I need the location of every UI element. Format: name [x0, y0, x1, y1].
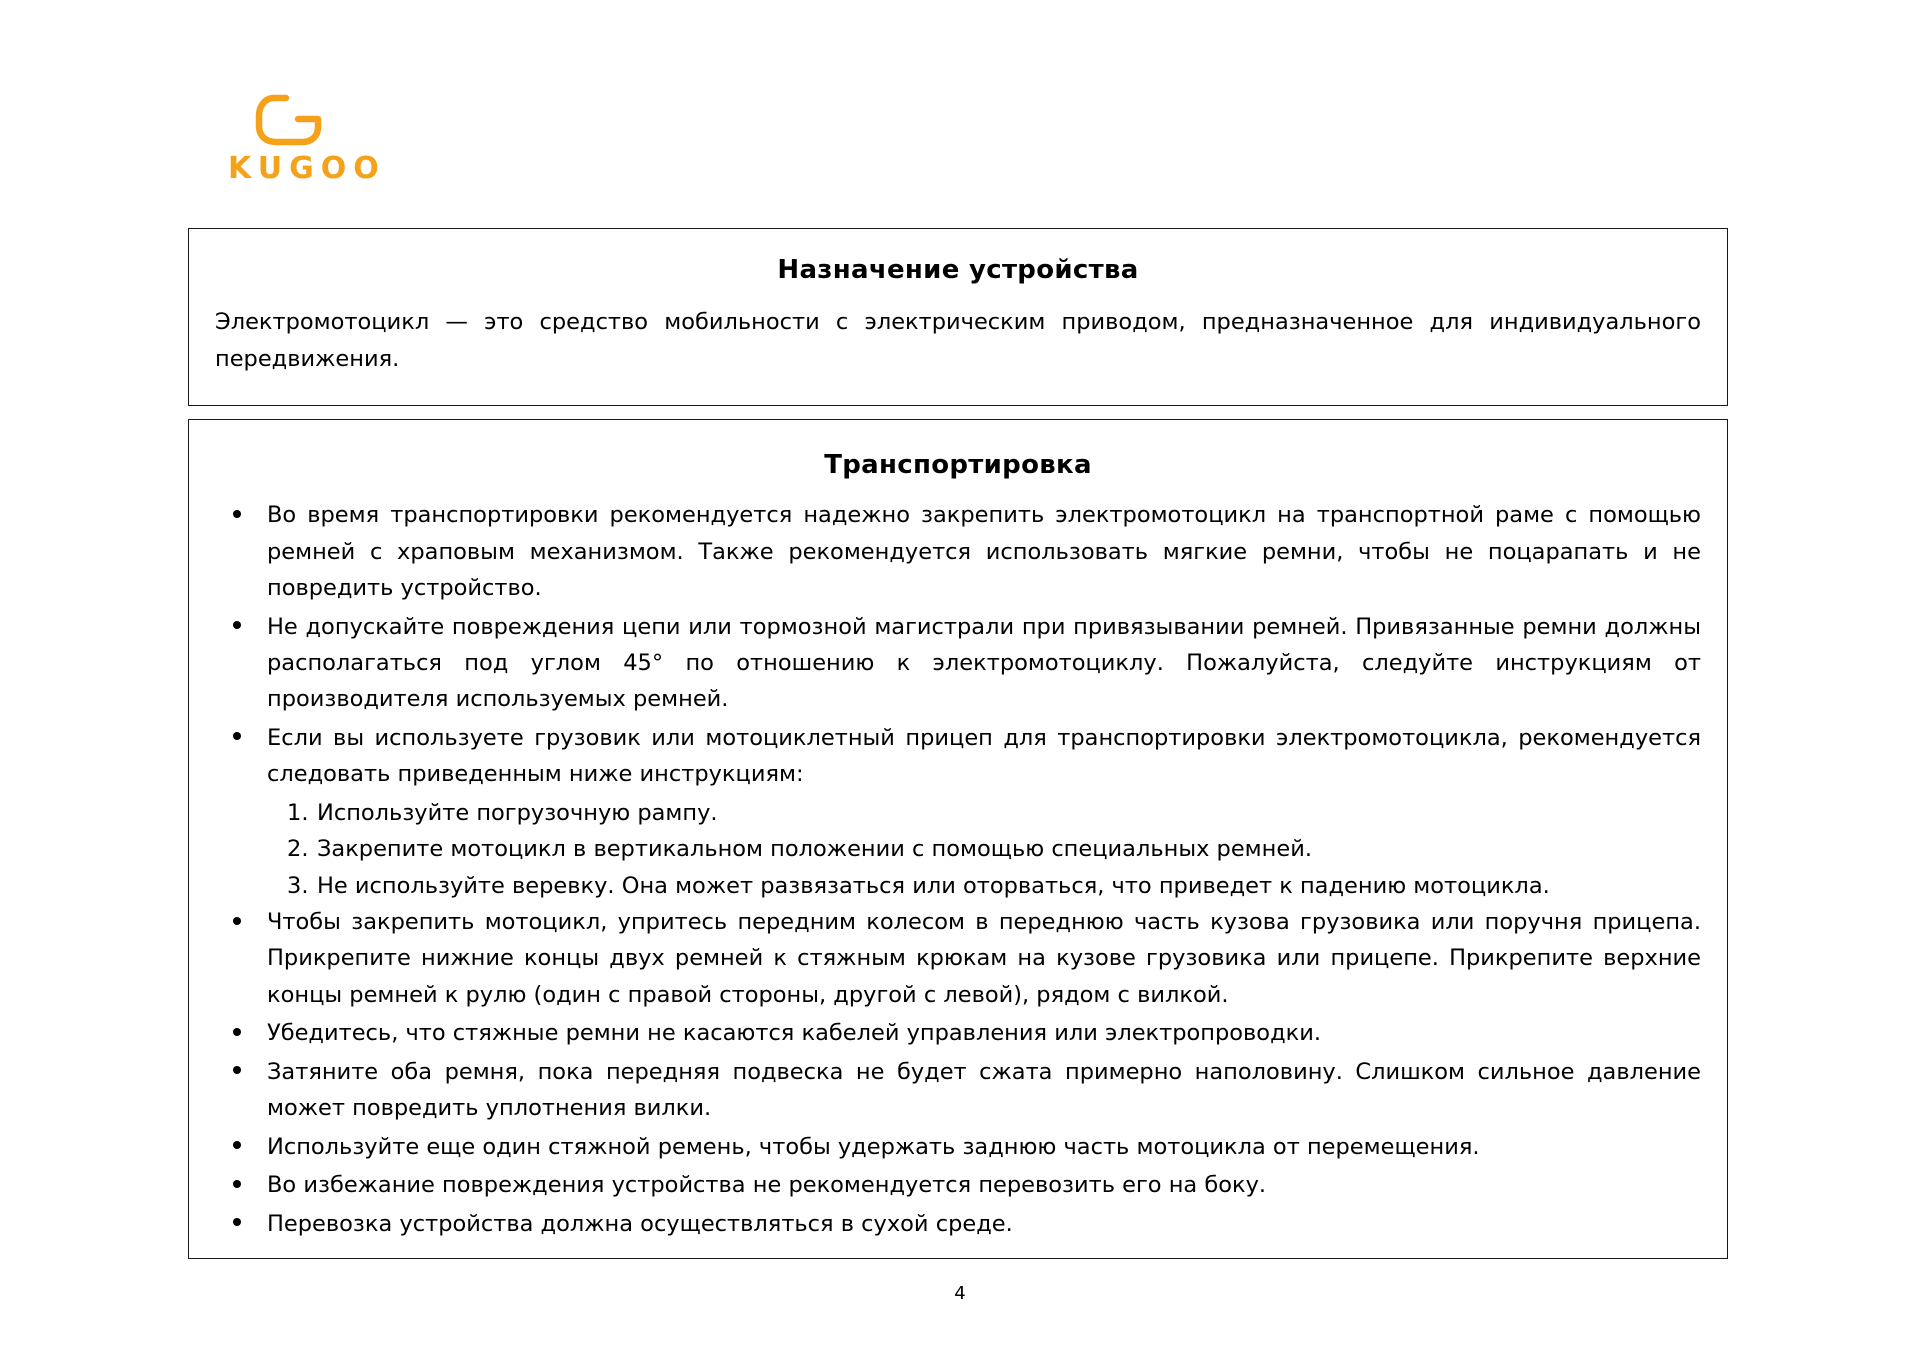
list-item: [215, 497, 1701, 606]
kugoo-wordmark: KUGOO: [228, 151, 386, 186]
list-item: [215, 1054, 1701, 1127]
list-item: [215, 1167, 1701, 1203]
page-number: 4: [954, 1283, 966, 1304]
list-item-text: Затяните оба ремня, пока передняя подвеска не будет сжата примерно наполовину. Слишком сильное давление может повредить уплотнения вилки.: [267, 1058, 1701, 1122]
list-item-text: Используйте еще один стяжной ремень, чтобы удержать заднюю часть мотоцикла от перемещения.: [267, 1133, 1480, 1160]
section-transportation: [188, 419, 1728, 1259]
list-item: [215, 720, 1701, 793]
device-purpose-paragraph: Электромотоцикл — это средство мобильности с электрическим приводом, предназначенное для индивидуального передвижения.: [215, 309, 1701, 372]
list-item: [215, 1206, 1701, 1242]
bullet-dot-icon: [233, 1218, 241, 1226]
substep-number: 1.: [287, 799, 309, 826]
list-item: [215, 1129, 1701, 1165]
list-item-text: Убедитесь, что стяжные ремни не касаются кабелей управления или электропроводки.: [267, 1020, 1321, 1047]
list-item-text: Во избежание повреждения устройства не рекомендуется перевозить его на боку.: [267, 1172, 1267, 1199]
page-title-transportation: Транспортировка: [824, 450, 1092, 480]
bullet-dot-icon: [233, 621, 241, 629]
kugoo-g-mark-icon: [246, 92, 330, 150]
bullet-dot-icon: [233, 1180, 241, 1188]
bullet-dot-icon: [233, 1028, 241, 1036]
bullet-dot-icon: [233, 732, 241, 740]
list-item: [287, 795, 1701, 831]
list-item-text: Чтобы закрепить мотоцикл, упритесь передним колесом в переднюю часть кузова грузовика или поручня прицепа. Прикрепите нижние концы двух ремней к стяжным крюкам на кузове грузовика или прицепе. Прикрепите верхние концы ремней к рулю (один с правой стороны, другой с левой), рядом с вилкой.: [267, 909, 1701, 1008]
bullet-dot-icon: [233, 917, 241, 925]
bullet-dot-icon: [233, 1141, 241, 1149]
substep-number: 2.: [287, 836, 309, 863]
substep-number: 3.: [287, 872, 309, 899]
bullet-dot-icon: [233, 1066, 241, 1074]
list-item-text: Перевозка устройства должна осуществляться в сухой среде.: [267, 1210, 1013, 1237]
kugoo-logo: [228, 92, 418, 186]
list-item-text: Не допускайте повреждения цепи или тормозной магистрали при привязывании ремней. Привязанные ремни должны располагаться под углом 45° по отношению к электромотоциклу. Пожалуйста, следуйте инструкциям от производителя используемых ремней.: [267, 613, 1701, 713]
list-item: [215, 1015, 1701, 1051]
list-item: [215, 609, 1701, 718]
transportation-bullet-list: [215, 497, 1701, 793]
substep-text: Используйте погрузочную рампу.: [317, 799, 718, 826]
substep-text: Не используйте веревку. Она может развязаться или оторваться, что приведет к падению мотоцикла.: [317, 872, 1550, 899]
transportation-bullet-list-continued: [215, 904, 1701, 1242]
transportation-substep-list: [215, 795, 1701, 904]
list-item: [287, 868, 1701, 904]
list-item-text: Если вы используете грузовик или мотоциклетный прицеп для транспортировки электромотоцикла, рекомендуется следовать приведенным ниже инструкциям:: [267, 724, 1701, 788]
page-title-device-purpose: Назначение устройства: [777, 255, 1139, 285]
list-item-text: Во время транспортировки рекомендуется надежно закрепить электромотоцикл на транспортной раме с помощью ремней с храповым механизмом. Также рекомендуется использовать мягкие ремни, чтобы не поцарапать и не повредить устройство.: [267, 502, 1701, 602]
bullet-dot-icon: [233, 510, 241, 518]
list-item: [287, 831, 1701, 867]
section-device-purpose: [188, 228, 1728, 406]
list-item: [215, 904, 1701, 1013]
substep-text: Закрепите мотоцикл в вертикальном положении с помощью специальных ремней.: [317, 836, 1312, 863]
